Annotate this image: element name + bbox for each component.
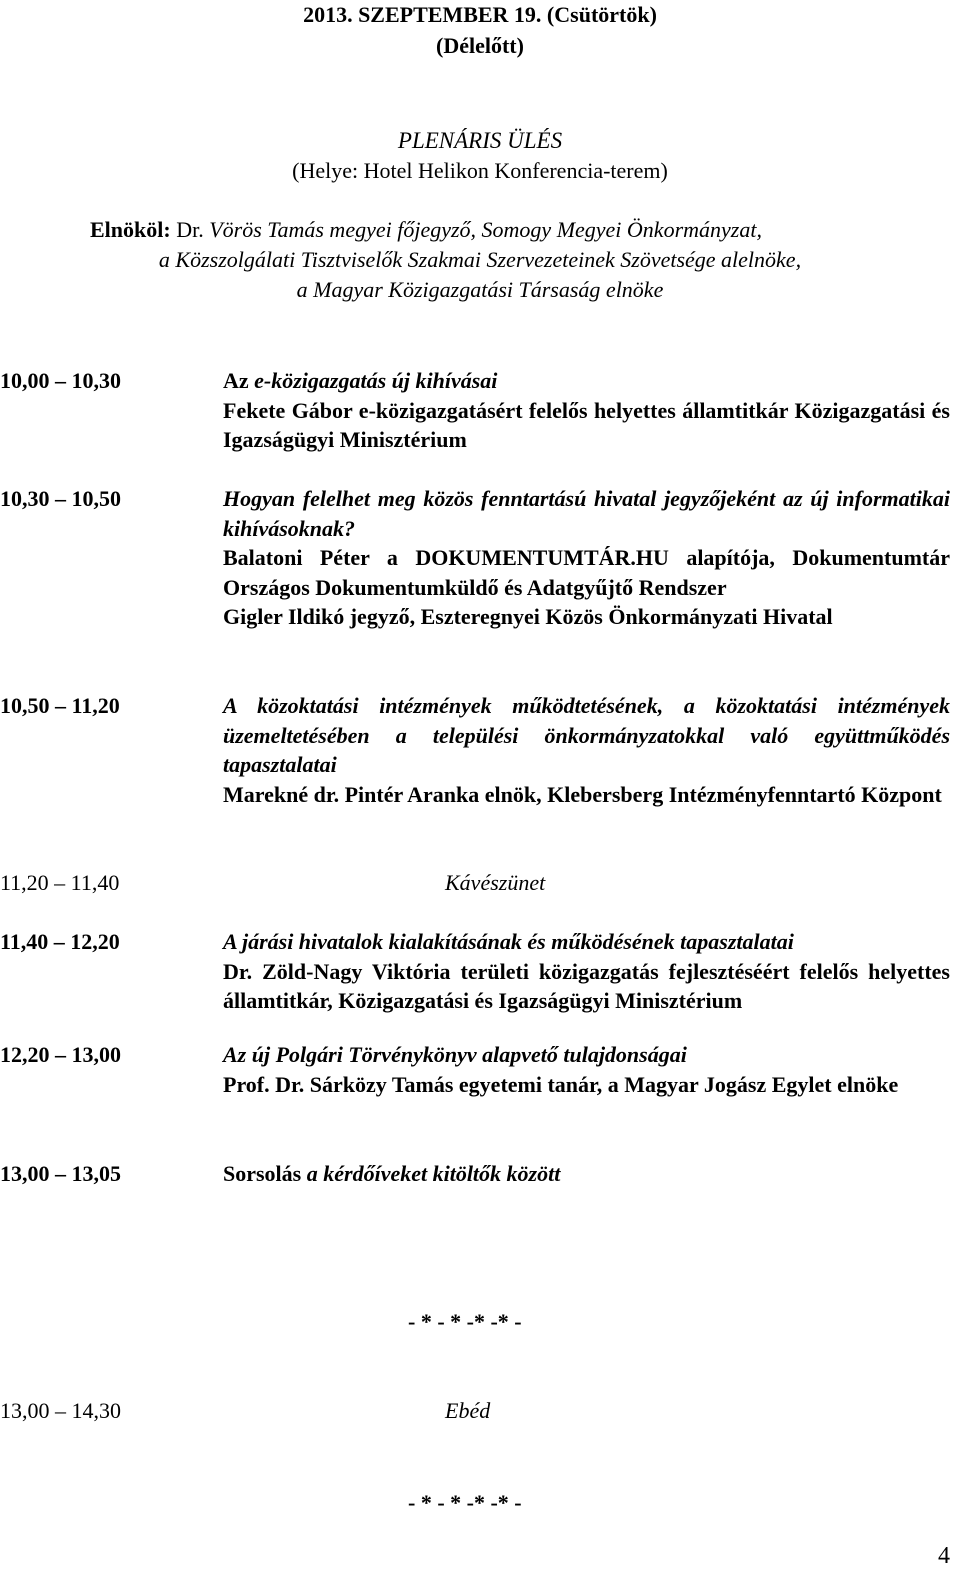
agenda-time: 11,40 – 12,20: [0, 929, 120, 954]
lunch-break: Ebéd: [445, 1398, 491, 1423]
agenda-title: a kérdőíveket kitöltők között: [306, 1161, 561, 1186]
chair-line1: Vörös Tamás megyei főjegyző, Somogy Megyei Önkormányzat,: [209, 217, 762, 242]
agenda-time: 10,50 – 11,20: [0, 693, 120, 718]
agenda-item: [223, 1159, 950, 1189]
agenda-time: 10,30 – 10,50: [0, 486, 121, 511]
agenda-speaker: Dr. Zöld-Nagy Viktória területi közigazgatás fejlesztéséért felelős helyettes államtitkár, Közigazgatási és Igazságügyi Minisztérium: [223, 958, 950, 1013]
coffee-break: Kávészünet: [445, 870, 546, 895]
agenda-speaker: Prof. Dr. Sárközy Tamás egyetemi tanár, a Magyar Jogász Egylet elnöke: [223, 1071, 899, 1097]
agenda-speaker: Marekné dr. Pintér Aranka elnök, Klebersberg Intézményfenntartó Központ: [223, 781, 942, 807]
agenda-title-prefix: Az: [223, 368, 249, 393]
separator: - * - * -* -* -: [408, 1490, 522, 1515]
chair-block: [90, 215, 762, 245]
agenda-item: [223, 484, 950, 632]
separator: - * - * -* -* -: [408, 1309, 522, 1334]
page-daypart: (Délelőtt): [436, 33, 524, 58]
agenda-title: e-közigazgatás új kihívásai: [254, 368, 498, 393]
chair-line3: a Magyar Közigazgatási Társaság elnöke: [296, 277, 664, 302]
agenda-item: [223, 366, 950, 455]
agenda-title: A közoktatási intézmények működtetésének, a közoktatási intézmények üzemeltetésében a települési önkormányzatokkal való együttműködés tapasztalatai: [223, 693, 950, 777]
agenda-item: [223, 691, 950, 809]
agenda-title: A járási hivatalok kialakításának és működésének tapasztalatai: [223, 929, 794, 954]
page-date: 2013. SZEPTEMBER 19. (Csütörtök): [303, 2, 657, 27]
session-location: (Helye: Hotel Helikon Konferencia-terem): [292, 158, 668, 183]
agenda-time: 12,20 – 13,00: [0, 1042, 121, 1067]
agenda-item: [223, 1040, 950, 1099]
agenda-title: Az új Polgári Törvénykönyv alapvető tulajdonságai: [223, 1042, 687, 1067]
agenda-speaker: Balatoni Péter a DOKUMENTUMTÁR.HU alapítója, Dokumentumtár Országos Dokumentumküldő és Adatgyűjtő Rendszer: [223, 545, 950, 600]
agenda-speaker: Gigler Ildikó jegyző, Eszteregnyei Közös Önkormányzati Hivatal: [223, 604, 833, 629]
agenda-time: 13,00 – 14,30: [0, 1398, 121, 1423]
agenda-title-prefix: Sorsolás: [223, 1161, 302, 1186]
agenda-title: Hogyan felelhet meg közös fenntartású hivatal jegyzőjeként az új informatikai kihívásoknak?: [223, 486, 950, 541]
agenda-speaker: Fekete Gábor e-közigazgatásért felelős helyettes államtitkár Közigazgatási és Igazságügyi Minisztérium: [223, 397, 950, 452]
agenda-item: [223, 927, 950, 1016]
agenda-time: 10,00 – 10,30: [0, 368, 121, 393]
chair-label: Elnököl:: [90, 217, 171, 242]
agenda-time: 13,00 – 13,05: [0, 1161, 121, 1186]
page-number: 4: [938, 1543, 950, 1569]
session-title: PLENÁRIS ÜLÉS: [397, 128, 563, 153]
agenda-time: 11,20 – 11,40: [0, 870, 120, 895]
chair-line2: a Közszolgálati Tisztviselők Szakmai Szervezeteinek Szövetsége alelnöke,: [158, 247, 802, 272]
chair-prefix: Dr.: [176, 217, 204, 242]
